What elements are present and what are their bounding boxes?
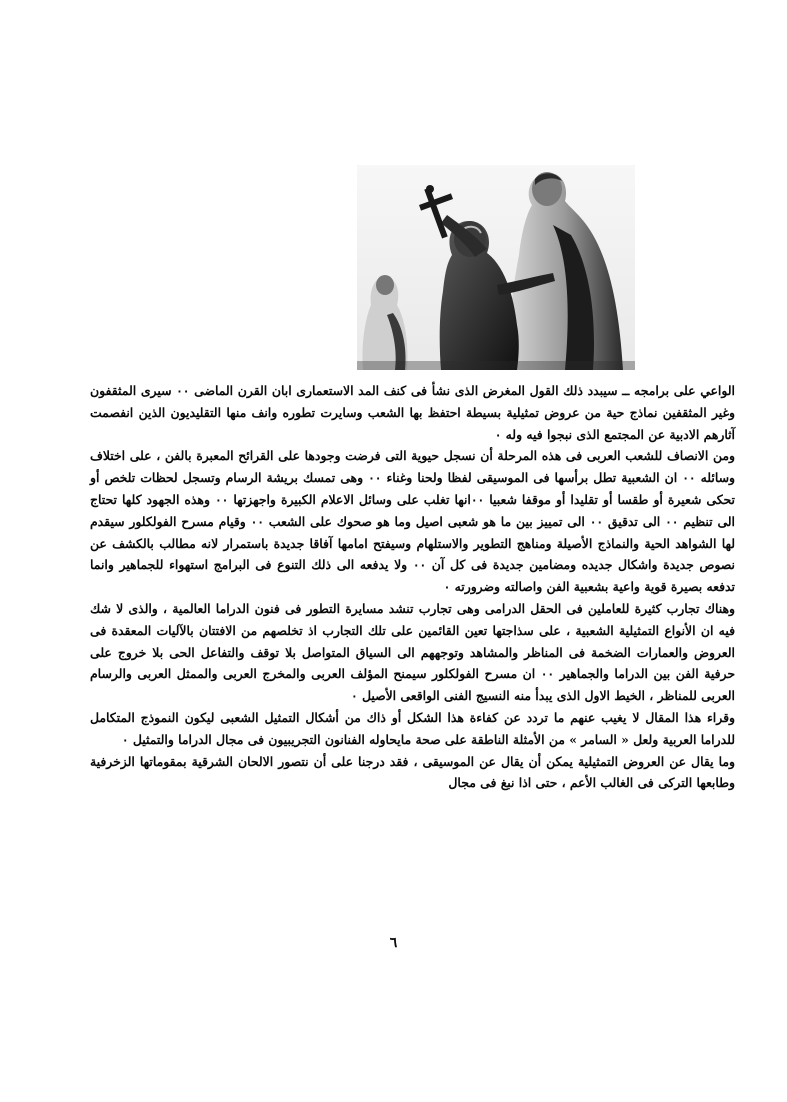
- paragraph: ومن الانصاف للشعب العربى فى هذه المرحلة أن نسجل حيوية التى فرضت وجودها على القرائح المعبرة بالفن ، على اختلاف وسائله ٠٠ ان الشعبية تطل برأسها فى الموسيقى لفظا ولحنا وغناء ٠٠ وهى تمسك بريشة الرسام وتسجل لحظات تلخص أو تحكى شعيرة أو طقسا أو تقليدا أو موقفا شعبيا ٠٠انها تغلب على وسائل الاعلام الكبيرة واجهزتها ٠٠ وهذه الجهود كلها تحتاج الى تنظيم ٠٠ الى تدقيق ٠٠ الى تمييز بين ما هو شعبى اصيل وما هو صحوك على الشعب ٠٠ وقيام مسرح الفولكلور سيقدم لها الشواهد الحية والنماذج الأصيلة ومناهج التطوير والاستلهام وسيفتح امامها آفاقا جديدة باستمرار لانه مطالب بالكشف عن نصوص جديدة واشكال جديده ومضامين جديدة فى كل آن ٠٠ ولا يدفعه الى ذلك التنوع فى البرامج استهواء للجماهير وانما تدفعه بصيرة قوية واعية بشعبية الفن واصالته وضرورته ٠: [90, 448, 736, 595]
- page-number: ٦: [389, 935, 398, 951]
- paragraph: الواعي على برامجه ــ سيبدد ذلك القول المغرض الذى نشأ فى كنف المد الاستعمارى ابان القرن الماضى ٠٠ سيرى المثقفون وغير المثقفين نماذج حية من عروض تمثيلية بسيطة احتفظ بها الشعب وسايرت تطوره وانف منها التقليديون الذين انفصمت آثارهم الادبية عن المجتمع الذى نبجوا فيه وله ٠: [90, 383, 735, 442]
- paragraph: وقراء هذا المقال لا يغيب عنهم ما تردد عن كفاءة هذا الشكل أو ذاك من أشكال التمثيل الشعبى ليكون النموذج المتكامل للدراما العربية ولعل « السامر » من الأمثلة الناطقة على صحة مايحاوله الفنانون التجريبيون فى مجال الدراما والتمثيل ٠: [90, 709, 735, 747]
- paragraph: وهناك تجارب كثيرة للعاملين فى الحقل الدرامى وهى تجارب تنشد مسايرة التطور فى فنون الدراما العالمية ، والذى لا شك فيه ان الأنواع التمثيلية الشعبية ، على سذاجتها تعين القائمين على تلك التجارب اذ تخلصهم من الافتتان بالآليات المعقدة فى العروض والعمارات الضخمة فى المناظر والمشاهد وتوجههم الى السياق المتواصل بلا توقف والتفاعل الحى بلا خروج على حرفية الفن بين الدراما والجماهير ٠٠ ان مسرح الفولكلور سيمنح المؤلف العربى والمخرج العربى والممثل العربى والرسام العربى للمناظر ، الخيط الاول الذى يبدأ منه النسيج الفنى الواقعى الأصيل ٠: [90, 600, 735, 704]
- article-body: [90, 380, 735, 794]
- paragraph: وما يقال عن العروض التمثيلية يمكن أن يقال عن الموسيقى ، فقد درجنا على أن نتصور الالحان الشرقية بمقوماتها الزخرفية وطابعها التركى فى الغالب الأعم ، حتى اذا نبغ فى مجال: [90, 753, 735, 791]
- photo-statues-with-cross: [357, 165, 635, 370]
- photo-image: [357, 165, 635, 370]
